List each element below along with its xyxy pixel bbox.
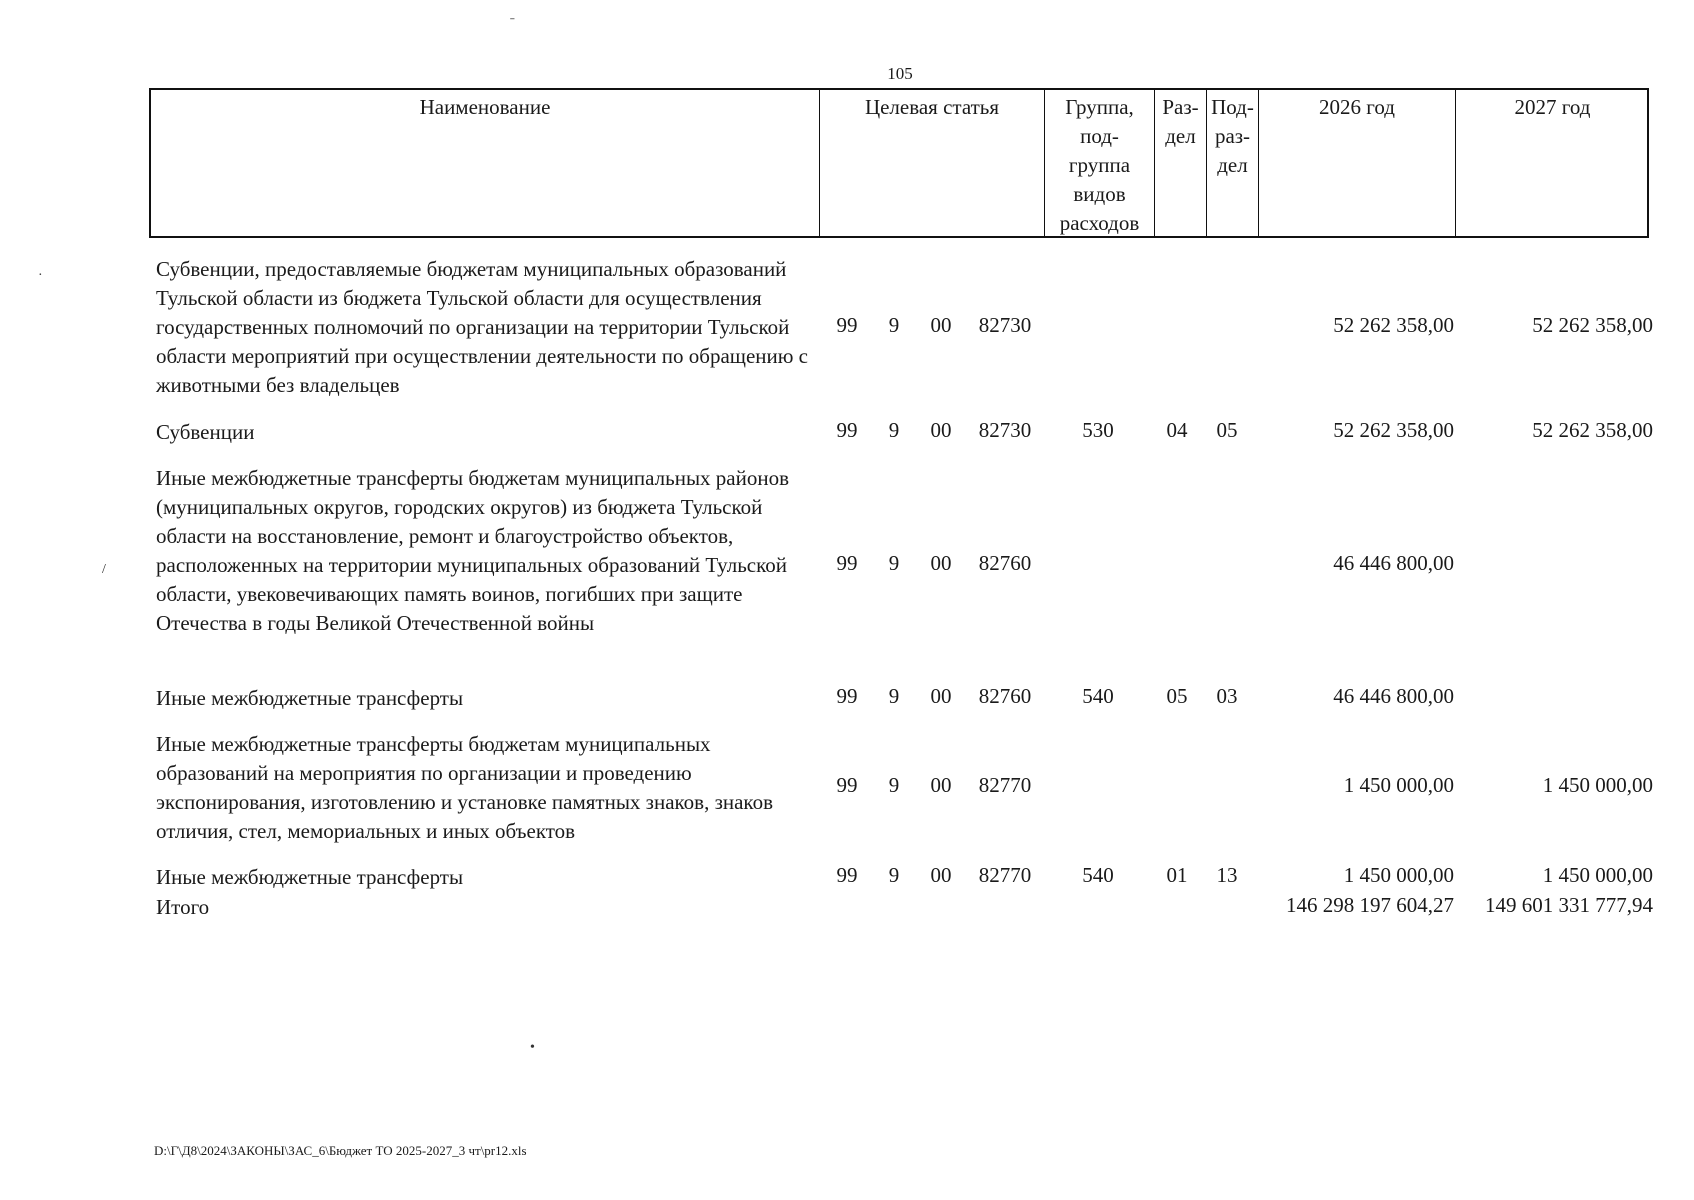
row-amount-2026: 1 450 000,00 — [1343, 863, 1454, 887]
header-section — [1154, 90, 1206, 236]
header-group-line: расходов — [1059, 211, 1140, 235]
header-group-line: Группа, — [1065, 95, 1134, 119]
row-amount-2026: 46 446 800,00 — [1333, 551, 1454, 575]
row-code-direction: 00 — [930, 313, 952, 337]
row-code-subprogram: 9 — [888, 863, 900, 887]
row-code-subprogram: 9 — [888, 684, 900, 708]
row-amount-2026: 52 262 358,00 — [1333, 418, 1454, 442]
row-code-expense: 82760 — [978, 551, 1032, 575]
row-amount-2027: 52 262 358,00 — [1532, 313, 1653, 337]
header-group-line: группа — [1068, 153, 1131, 177]
header-group-line: видов — [1073, 182, 1126, 206]
total-amount-2027: 149 601 331 777,94 — [1485, 893, 1653, 917]
header-section-line: дел — [1165, 124, 1196, 148]
row-amount-2027: 1 450 000,00 — [1542, 863, 1653, 887]
row-code-program: 99 — [836, 863, 858, 887]
row-section: 01 — [1166, 863, 1188, 887]
row-name: Субвенции — [156, 420, 255, 444]
header-subsection-line: раз- — [1214, 124, 1251, 148]
header-subsection-line: дел — [1217, 153, 1248, 177]
row-code-subprogram: 9 — [888, 313, 900, 337]
row-code-direction: 00 — [930, 773, 952, 797]
row-code-program: 99 — [836, 418, 858, 442]
scan-speck: · — [38, 268, 43, 283]
header-target-article: Целевая статья — [819, 90, 1044, 236]
header-subsection-line: Под- — [1211, 95, 1254, 119]
row-code-expense: 82730 — [978, 313, 1032, 337]
row-code-direction: 00 — [930, 551, 952, 575]
row-code-direction: 00 — [930, 863, 952, 887]
row-code-program: 99 — [836, 313, 858, 337]
row-code-expense: 82730 — [978, 418, 1032, 442]
row-code-direction: 00 — [930, 684, 952, 708]
header-year-2026: 2026 год — [1258, 90, 1455, 236]
row-code-program: 99 — [836, 773, 858, 797]
header-group-line: под- — [1080, 124, 1119, 148]
header-name: Наименование — [419, 95, 551, 119]
header-subsection — [1206, 90, 1258, 236]
row-subsection: 05 — [1216, 418, 1238, 442]
row-code-direction: 00 — [930, 418, 952, 442]
row-section: 04 — [1166, 418, 1188, 442]
row-code-program: 99 — [836, 551, 858, 575]
row-code-subprogram: 9 — [888, 418, 900, 442]
row-code-expense: 82770 — [978, 863, 1032, 887]
row-subsection: 03 — [1216, 684, 1238, 708]
row-name: Итого — [156, 895, 210, 919]
header-year-2027: 2027 год — [1455, 90, 1649, 236]
row-amount-2027: 52 262 358,00 — [1532, 418, 1653, 442]
row-amount-2026: 1 450 000,00 — [1343, 773, 1454, 797]
row-amount-2026: 52 262 358,00 — [1333, 313, 1454, 337]
row-code-program: 99 — [836, 684, 858, 708]
row-code-subprogram: 9 — [888, 551, 900, 575]
header-group — [1044, 90, 1154, 236]
row-name: Иные межбюджетные трансферты бюджетам муниципальных районов (муниципальных округов, городских округов) из бюджета Тульской области на восстановление, ремонт и благоустройство объектов, расположенных на территории муниципальных образований Тульской области, увековечивающих память воинов, погибших при защите Отечества в годы Великой Отечественной войны — [156, 466, 790, 635]
row-name: Субвенции, предоставляемые бюджетам муниципальных образований Тульской области из бюджета Тульской области для осуществления государственных полномочий по организации на территории Тульской области мероприятий при осуществлении деятельности по обращению с животными без владельцев — [156, 257, 808, 397]
scan-speck: / — [102, 562, 106, 577]
row-name: Иные межбюджетные трансферты — [156, 865, 464, 889]
row-section: 05 — [1166, 684, 1188, 708]
row-name: Иные межбюджетные трансферты бюджетам муниципальных образований на мероприятия по организации и проведению экспонирования, изготовлению и установке памятных знаков, знаков отличия, стел, мемориальных и иных объектов — [156, 732, 773, 843]
total-amount-2026: 146 298 197 604,27 — [1286, 893, 1454, 917]
page-number: 105 — [887, 64, 913, 83]
row-name: Иные межбюджетные трансферты — [156, 686, 464, 710]
row-code-expense: 82760 — [978, 684, 1032, 708]
row-code-expense: 82770 — [978, 773, 1032, 797]
row-code-subprogram: 9 — [888, 773, 900, 797]
header-section-line: Раз- — [1162, 95, 1199, 119]
row-group: 530 — [1082, 418, 1114, 442]
scan-speck: • — [530, 1040, 535, 1055]
table-header — [149, 88, 1649, 238]
row-amount-2027: 1 450 000,00 — [1542, 773, 1653, 797]
file-path-footer: D:\Г\Д8\2024\ЗАКОНЫ\ЗАС_6\Бюджет ТО 2025-2027_3 чт\pr12.xls — [154, 1143, 527, 1158]
row-group: 540 — [1082, 684, 1114, 708]
scan-speck: ˉ — [510, 16, 515, 31]
row-amount-2026: 46 446 800,00 — [1333, 684, 1454, 708]
row-group: 540 — [1082, 863, 1114, 887]
row-subsection: 13 — [1216, 863, 1238, 887]
